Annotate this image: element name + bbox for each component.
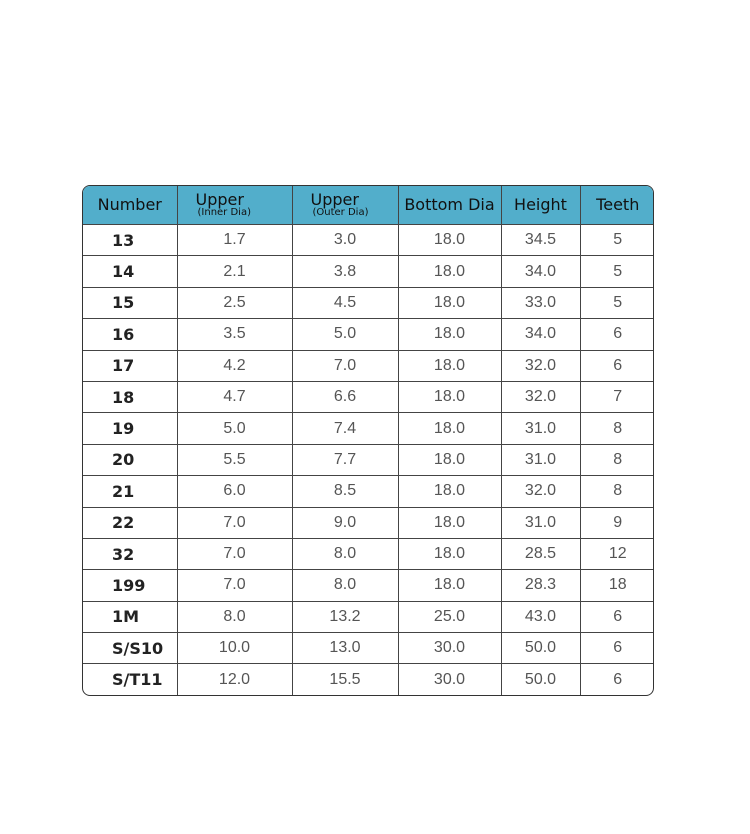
cell-teeth: 5 (580, 225, 654, 256)
cell-number: 22 (83, 507, 177, 538)
cell-teeth: 6 (580, 319, 654, 350)
cell-bottom-dia: 18.0 (398, 350, 501, 381)
header-number: Number (83, 186, 177, 225)
cell-number: 19 (83, 413, 177, 444)
cell-height: 28.5 (501, 538, 580, 569)
cell-bottom-dia: 18.0 (398, 538, 501, 569)
table-row (83, 350, 654, 381)
cell-bottom-dia: 18.0 (398, 287, 501, 318)
cell-height: 31.0 (501, 507, 580, 538)
cell-upper-inner: 12.0 (177, 664, 292, 695)
table-row (83, 287, 654, 318)
cell-number: 199 (83, 570, 177, 601)
cell-bottom-dia: 18.0 (398, 507, 501, 538)
cell-teeth: 7 (580, 381, 654, 412)
cell-teeth: 5 (580, 287, 654, 318)
cell-number: 14 (83, 256, 177, 287)
cell-upper-inner: 3.5 (177, 319, 292, 350)
cell-upper-outer: 3.8 (292, 256, 398, 287)
cell-bottom-dia: 18.0 (398, 570, 501, 601)
size-chart-table (83, 186, 654, 695)
cell-upper-outer: 5.0 (292, 319, 398, 350)
header-upper-inner: Upper (Inner Dia) (177, 186, 292, 225)
cell-bottom-dia: 18.0 (398, 319, 501, 350)
cell-height: 32.0 (501, 350, 580, 381)
cell-upper-inner: 2.1 (177, 256, 292, 287)
cell-number: 16 (83, 319, 177, 350)
table-row (83, 225, 654, 256)
cell-number: S/S10 (83, 633, 177, 664)
cell-height: 28.3 (501, 570, 580, 601)
cell-teeth: 12 (580, 538, 654, 569)
cell-upper-outer: 3.0 (292, 225, 398, 256)
header-teeth: Teeth (580, 186, 654, 225)
cell-number: 20 (83, 444, 177, 475)
cell-upper-outer: 15.5 (292, 664, 398, 695)
cell-height: 33.0 (501, 287, 580, 318)
cell-number: 13 (83, 225, 177, 256)
cell-number: 32 (83, 538, 177, 569)
cell-upper-inner: 7.0 (177, 570, 292, 601)
cell-bottom-dia: 18.0 (398, 413, 501, 444)
cell-upper-outer: 4.5 (292, 287, 398, 318)
cell-upper-outer: 6.6 (292, 381, 398, 412)
table-row (83, 444, 654, 475)
cell-teeth: 5 (580, 256, 654, 287)
cell-teeth: 18 (580, 570, 654, 601)
cell-height: 32.0 (501, 476, 580, 507)
header-height: Height (501, 186, 580, 225)
cell-upper-inner: 6.0 (177, 476, 292, 507)
cell-teeth: 6 (580, 633, 654, 664)
cell-upper-inner: 1.7 (177, 225, 292, 256)
table-row (83, 507, 654, 538)
cell-bottom-dia: 30.0 (398, 633, 501, 664)
cell-upper-inner: 4.7 (177, 381, 292, 412)
cell-height: 34.5 (501, 225, 580, 256)
cell-upper-outer: 7.4 (292, 413, 398, 444)
cell-upper-outer: 7.0 (292, 350, 398, 381)
cell-upper-outer: 8.5 (292, 476, 398, 507)
cell-upper-outer: 8.0 (292, 538, 398, 569)
cell-height: 34.0 (501, 319, 580, 350)
cell-bottom-dia: 18.0 (398, 476, 501, 507)
cell-upper-inner: 8.0 (177, 601, 292, 632)
table-row (83, 413, 654, 444)
table-row (83, 381, 654, 412)
cell-upper-outer: 13.2 (292, 601, 398, 632)
cell-upper-inner: 5.0 (177, 413, 292, 444)
cell-teeth: 6 (580, 664, 654, 695)
cell-upper-inner: 2.5 (177, 287, 292, 318)
cell-number: 18 (83, 381, 177, 412)
cell-bottom-dia: 30.0 (398, 664, 501, 695)
cell-upper-outer: 7.7 (292, 444, 398, 475)
cell-number: 21 (83, 476, 177, 507)
table-row (83, 256, 654, 287)
cell-number: 15 (83, 287, 177, 318)
header-bottom-dia: Bottom Dia (398, 186, 501, 225)
cell-height: 34.0 (501, 256, 580, 287)
cell-bottom-dia: 18.0 (398, 256, 501, 287)
table-row (83, 538, 654, 569)
cell-teeth: 6 (580, 350, 654, 381)
cell-teeth: 8 (580, 476, 654, 507)
header-upper-outer: Upper (Outer Dia) (292, 186, 398, 225)
table-row (83, 664, 654, 695)
cell-teeth: 9 (580, 507, 654, 538)
cell-upper-outer: 13.0 (292, 633, 398, 664)
cell-teeth: 6 (580, 601, 654, 632)
cell-height: 32.0 (501, 381, 580, 412)
cell-upper-outer: 9.0 (292, 507, 398, 538)
size-table (82, 185, 654, 696)
cell-bottom-dia: 18.0 (398, 381, 501, 412)
cell-upper-inner: 10.0 (177, 633, 292, 664)
cell-height: 31.0 (501, 444, 580, 475)
table-row (83, 319, 654, 350)
cell-height: 43.0 (501, 601, 580, 632)
cell-upper-inner: 7.0 (177, 507, 292, 538)
cell-number: 1M (83, 601, 177, 632)
cell-teeth: 8 (580, 444, 654, 475)
table-row (83, 570, 654, 601)
table-row (83, 601, 654, 632)
cell-height: 31.0 (501, 413, 580, 444)
table-row (83, 633, 654, 664)
cell-height: 50.0 (501, 633, 580, 664)
cell-upper-outer: 8.0 (292, 570, 398, 601)
cell-upper-inner: 7.0 (177, 538, 292, 569)
cell-bottom-dia: 25.0 (398, 601, 501, 632)
cell-height: 50.0 (501, 664, 580, 695)
header-row (83, 186, 654, 225)
table-row (83, 476, 654, 507)
cell-bottom-dia: 18.0 (398, 225, 501, 256)
cell-number: 17 (83, 350, 177, 381)
cell-teeth: 8 (580, 413, 654, 444)
cell-upper-inner: 5.5 (177, 444, 292, 475)
table-body (83, 225, 654, 695)
cell-bottom-dia: 18.0 (398, 444, 501, 475)
cell-number: S/T11 (83, 664, 177, 695)
cell-upper-inner: 4.2 (177, 350, 292, 381)
